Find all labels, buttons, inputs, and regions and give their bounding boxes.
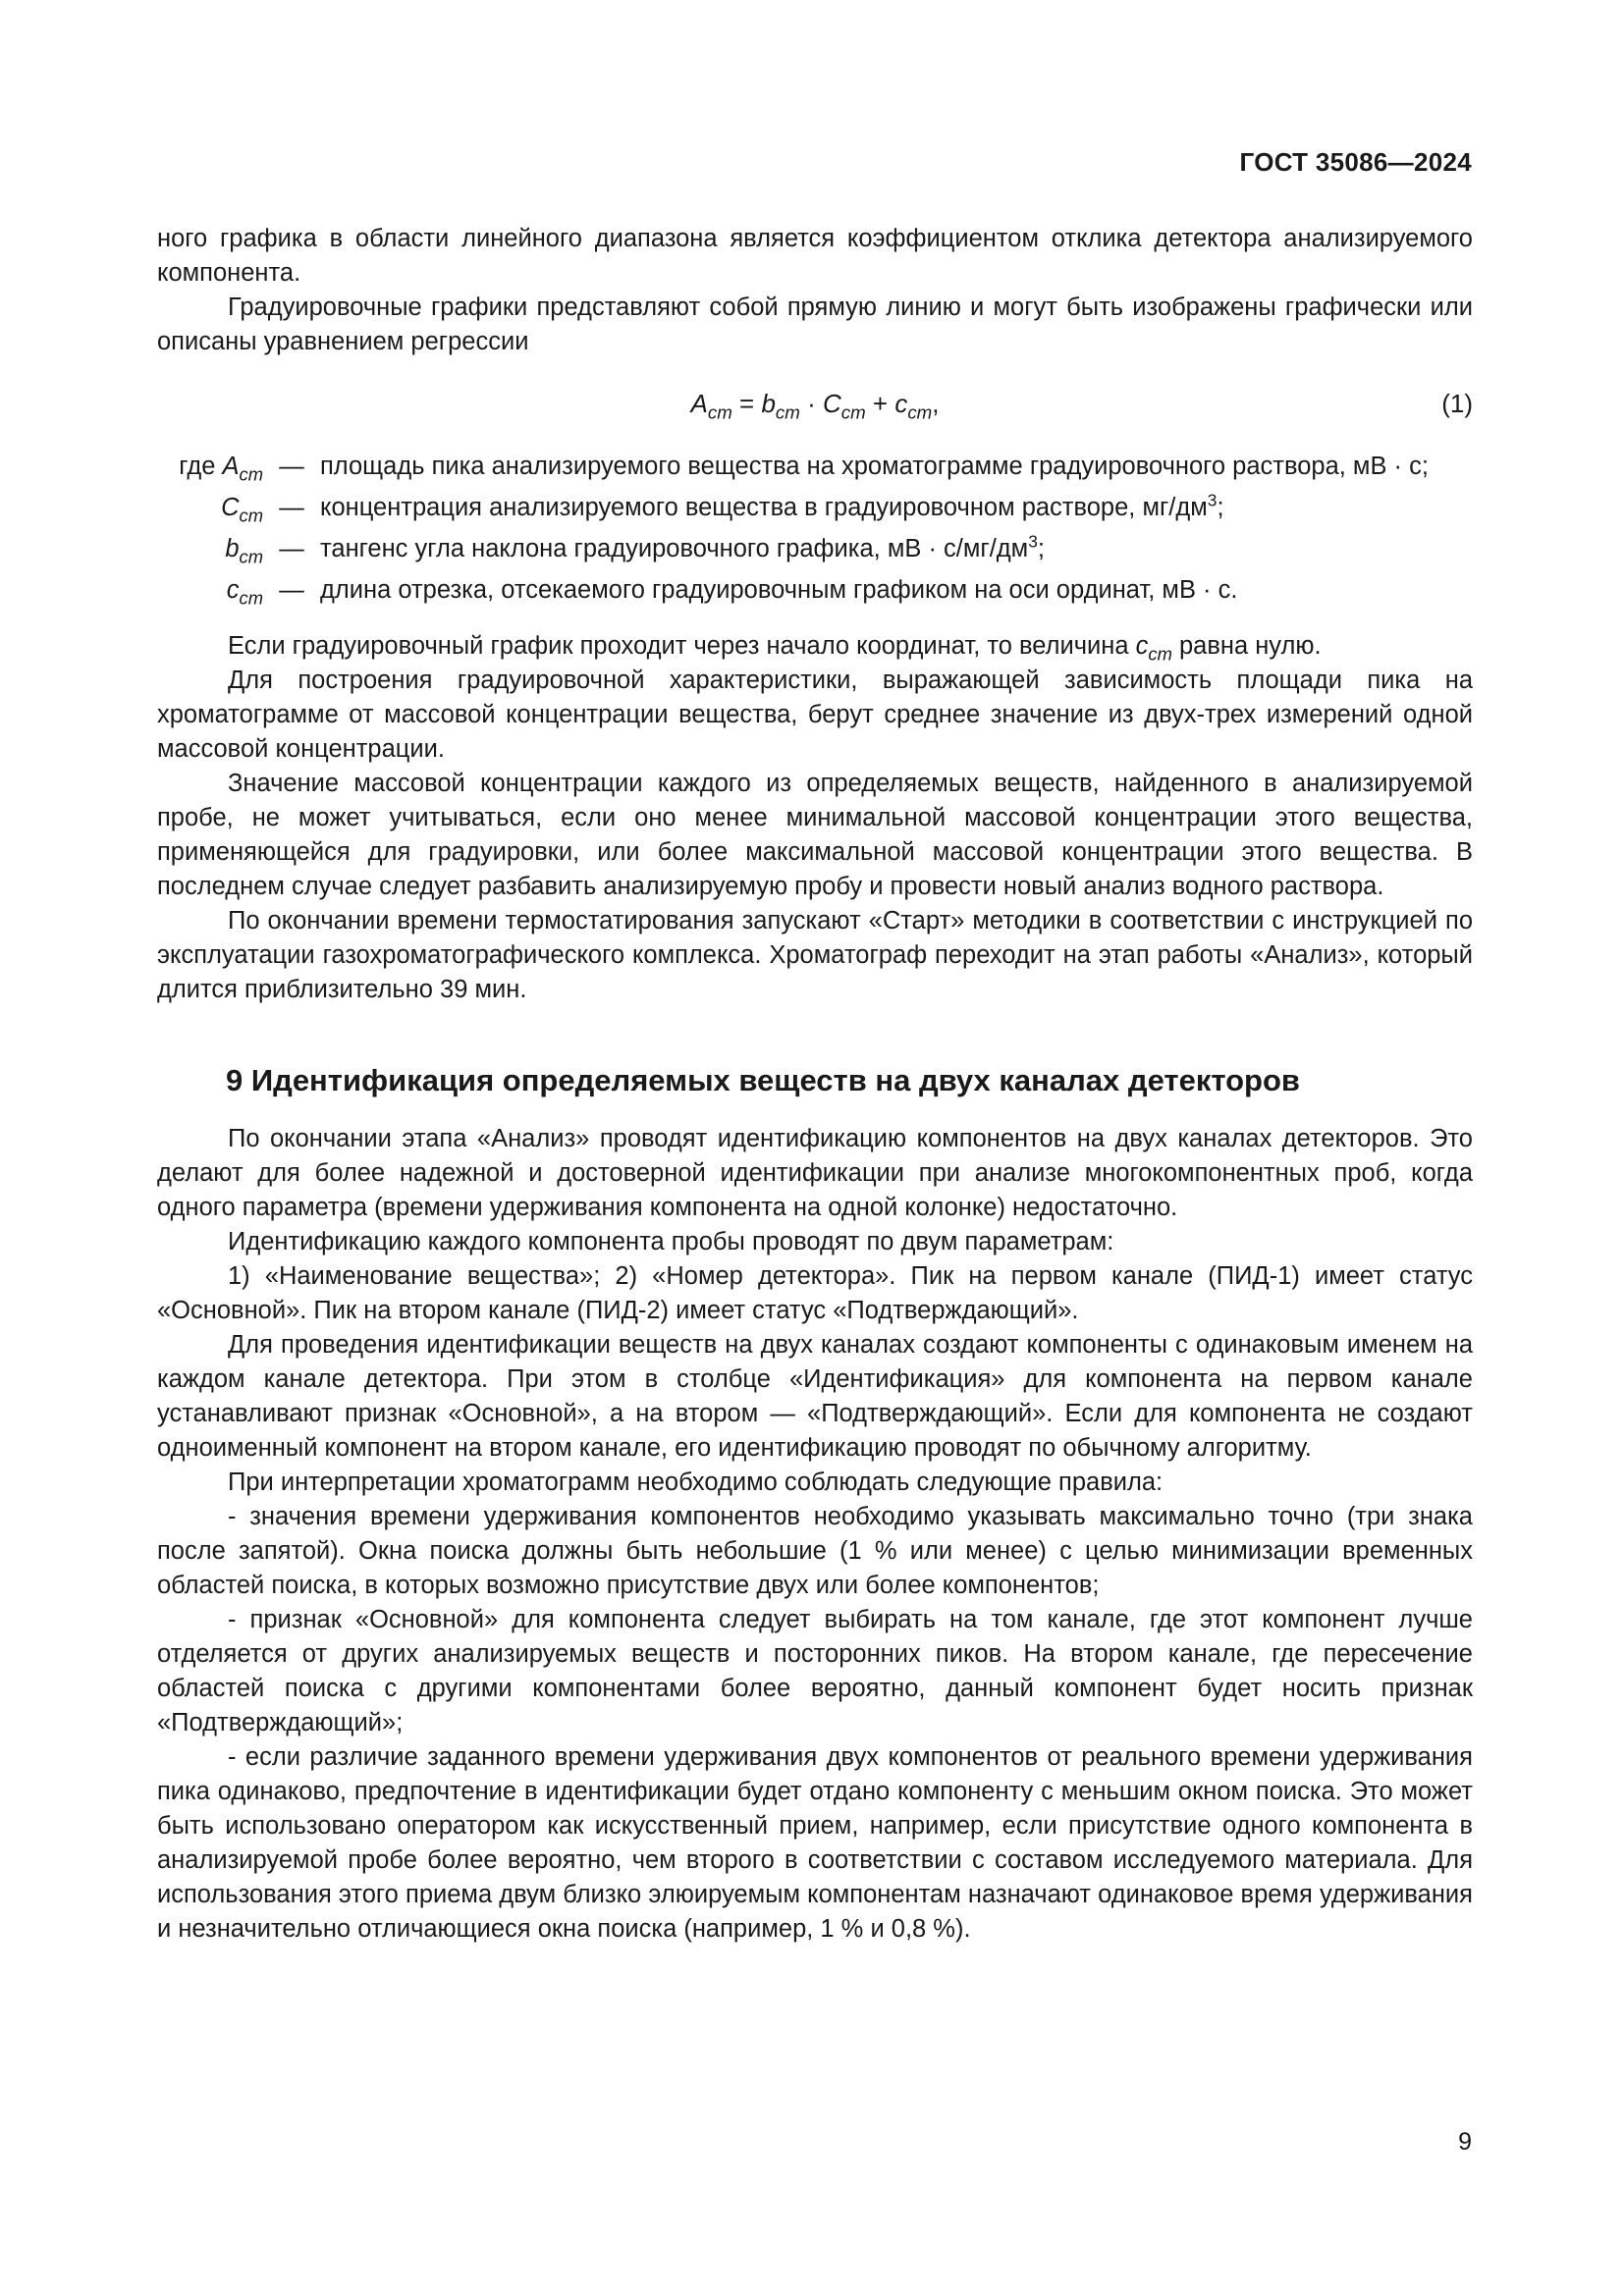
list-item: - если различие заданного времени удерживания двух компонентов от реального времени удерживания пика одинаково, предпочтение в идентификации будет отдано компоненту с меньшим окном поиска. Это может быть использовано оператором как искусственный прием, например, если присутствие одного компонента в анализируемой пробе более вероятно, чем второго в соответствии с составом исследуемого материала. Для использования этого приема двум близко элюируемым компонентам назначают одинаковое время удерживания и незначительно отличающиеся окна поиска (например, 1 % и 0,8 %). [157, 1743, 1473, 1943]
definition-text: длина отрезка, отсекаемого градуировочным графиком на оси ординат, мВ · с. [320, 576, 1238, 604]
formula-equation: $A_{cm} = b_{cm} \cdot C_{cm} + c_{cm}$, [690, 389, 940, 423]
definition-row [157, 532, 1473, 566]
list-item: - значения времени удерживания компонентов необходимо указывать максимально точно (три знака после запятой). Окна поиска должны быть небольшие (1 % или менее) с целью минимизации временных областей поиска, в которых возможно присутствие двух или более компонентов; [157, 1503, 1473, 1599]
paragraph: При интерпретации хроматограмм необходимо соблюдать следующие правила: [228, 1468, 1164, 1496]
variable-definitions [157, 450, 1473, 608]
definition-dash: — [279, 453, 304, 480]
section-heading: 9 Идентификация определяемых веществ на двух каналах детекторов [226, 1063, 1300, 1097]
definition-symbol: $c_{cm}$ [226, 576, 263, 609]
paragraph: Для построения градуировочной характеристики, выражающей зависимость площади пика на хроматограмме от массовой концентрации вещества, берут среднее значение из двух-трех измерений одной массовой концентрации. [157, 667, 1473, 763]
definition-dash: — [279, 494, 304, 521]
definition-row [157, 491, 1473, 525]
formula-number: (1) [1441, 389, 1473, 418]
paragraph: По окончании времени термостатирования запускают «Старт» методики в соответствии с инструкцией по эксплуатации газохроматографического комплекса. Хроматограф переходит на этап работы «Анализ», который длится приблизительно 39 мин. [157, 907, 1473, 1003]
paragraph: По окончании этапа «Анализ» проводят идентификацию компонентов на двух каналах детекторов. Это делают для более надежной и достоверной идентификации при анализе многокомпонентных проб, когда одного параметра (времени удерживания компонента на одной колонке) недостаточно. [157, 1125, 1473, 1221]
definition-dash: — [279, 576, 304, 604]
page-number: 9 [1458, 2128, 1472, 2156]
definition-symbol: $b_{cm}$ [225, 535, 263, 567]
paragraph: Если градуировочный график проходит через начало координат, то величина $c_{cm}$ равна нулю. [228, 632, 1322, 665]
document-code: ГОСТ 35086—2024 [1239, 147, 1472, 177]
paragraph: Для проведения идентификации веществ на двух каналах создают компоненты с одинаковым именем на каждом канале детектора. При этом в столбце «Идентификация» для компонента на первом канале устанавливают признак «Основной», а на втором — «Подтверждающий». Если для компонента не создают одноименный компонент на втором канале, его идентификацию проводят по обычному алгоритму. [157, 1331, 1473, 1462]
definition-row [157, 450, 1473, 484]
definition-text: концентрация анализируемого вещества в градуировочном растворе, $мг/дм^3$; [320, 490, 1224, 521]
paragraph: 1) «Наименование вещества»; 2) «Номер детектора». Пик на первом канале (ПИД-1) имеет статус «Основной». Пик на втором канале (ПИД-2) имеет статус «Подтверждающий». [157, 1262, 1473, 1324]
definition-text: площадь пика анализируемого вещества на хроматограмме градуировочного раствора, мВ · с; [320, 453, 1429, 480]
definition-symbol: $C_{cm}$ [221, 494, 263, 526]
definition-text: тангенс угла наклона градуировочного графика, мВ · $с/мг/дм^3$; [320, 531, 1045, 562]
definition-row [157, 573, 1473, 608]
definition-symbol: где $A_{cm}$ [179, 453, 263, 485]
list-item: - признак «Основной» для компонента следует выбирать на том канале, где этот компонент лучше отделяется от других анализируемых веществ и посторонних пиков. На втором канале, где пересечение областей поиска с другими компонентами более вероятно, данный компонент будет носить признак «Подтверждающий»; [157, 1606, 1473, 1736]
definition-dash: — [279, 535, 304, 562]
paragraph: ного графика в области линейного диапазона является коэффициентом отклика детектора анализируемого компонента. [157, 225, 1473, 287]
document-body [157, 222, 1473, 1947]
paragraph: Идентификацию каждого компонента пробы проводят по двум параметрам: [228, 1228, 1114, 1255]
paragraph: Значение массовой концентрации каждого из определяемых веществ, найденного в анализируемой пробе, не может учитываться, если оно менее минимальной массовой концентрации этого вещества, применяющейся для градуировки, или более максимальной массовой концентрации этого вещества. В последнем случае следует разбавить анализируемую пробу и провести новый анализ водного раствора. [157, 770, 1473, 900]
formula-block [157, 377, 1473, 438]
paragraph: Градуировочные графики представляют собой прямую линию и могут быть изображены графически или описаны уравнением регрессии [157, 294, 1473, 355]
